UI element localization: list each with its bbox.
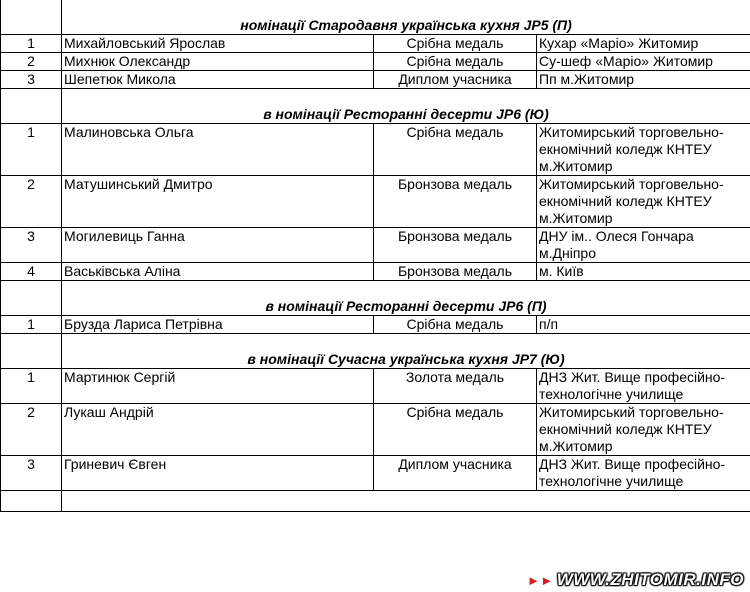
table-row-empty: [1, 491, 750, 512]
section-heading: в номінації Ресторанні десерти JP6 (П): [62, 281, 750, 316]
site-watermark: ►► WWW.ZHITOMIR.INFO: [526, 570, 744, 589]
table-row: [1, 176, 750, 228]
row-number: 3: [1, 71, 62, 89]
section-heading: номінації Стародавня українська кухня JP5 (П): [62, 0, 750, 35]
section-heading: в номінації Ресторанні десерти JP6 (Ю): [62, 89, 750, 124]
participant-name: Матушинський Дмитро: [62, 176, 374, 228]
award: Диплом учасника: [374, 456, 537, 491]
row-number: 4: [1, 263, 62, 281]
participant-name: Михайловський Ярослав: [62, 35, 374, 53]
row-number: 2: [1, 176, 62, 228]
award: Срібна медаль: [374, 124, 537, 176]
table-row: [1, 53, 750, 71]
institution: Житомирський торговельно-екномічний коледж КНТЕУ м.Житомир: [537, 124, 750, 176]
row-number: 3: [1, 228, 62, 263]
section-heading-row: [1, 89, 750, 124]
table-row: [1, 124, 750, 176]
section-heading: в номінації Сучасна українська кухня JP7 (Ю): [62, 334, 750, 369]
participant-name: Михнюк Олександр: [62, 53, 374, 71]
row-number: 1: [1, 35, 62, 53]
arrow-icon: ►►: [526, 573, 554, 588]
table-row: [1, 404, 750, 456]
section-heading-row: [1, 0, 750, 35]
award: Бронзова медаль: [374, 263, 537, 281]
institution: Су-шеф «Маріо» Житомир: [537, 53, 750, 71]
participant-name: Малиновська Ольга: [62, 124, 374, 176]
institution: п/п: [537, 316, 750, 334]
row-number: 1: [1, 316, 62, 334]
award: Срібна медаль: [374, 53, 537, 71]
participant-name: Мартинюк Сергій: [62, 369, 374, 404]
institution: Житомирський торговельно-екномічний коледж КНТЕУ м.Житомир: [537, 404, 750, 456]
participant-name: Васьківська Аліна: [62, 263, 374, 281]
row-number: 2: [1, 53, 62, 71]
award: Срібна медаль: [374, 316, 537, 334]
award: Бронзова медаль: [374, 176, 537, 228]
institution: ДНЗ Жит. Вище професійно-технологічне училище: [537, 369, 750, 404]
award: Золота медаль: [374, 369, 537, 404]
table-row: [1, 456, 750, 491]
row-number: 3: [1, 456, 62, 491]
section-heading-row: [1, 334, 750, 369]
table-row: [1, 369, 750, 404]
table-row: [1, 263, 750, 281]
institution: Пп м.Житомир: [537, 71, 750, 89]
participant-name: Лукаш Андрій: [62, 404, 374, 456]
table-row: [1, 35, 750, 53]
institution: ДНЗ Жит. Вище професійно-технологічне училище: [537, 456, 750, 491]
award: Диплом учасника: [374, 71, 537, 89]
participant-name: Брузда Лариса Петрівна: [62, 316, 374, 334]
award: Срібна медаль: [374, 404, 537, 456]
participant-name: Шепетюк Микола: [62, 71, 374, 89]
row-number: 1: [1, 124, 62, 176]
award: Срібна медаль: [374, 35, 537, 53]
institution: м. Київ: [537, 263, 750, 281]
table-row: [1, 228, 750, 263]
table-row: [1, 316, 750, 334]
row-number: 1: [1, 369, 62, 404]
participant-name: Могилевиць Ганна: [62, 228, 374, 263]
institution: ДНУ ім.. Олеся Гончара м.Дніпро: [537, 228, 750, 263]
table-row: [1, 71, 750, 89]
institution: Житомирський торговельно-екномічний коледж КНТЕУ м.Житомир: [537, 176, 750, 228]
section-heading-row: [1, 281, 750, 316]
participant-name: Гриневич Євген: [62, 456, 374, 491]
row-number: 2: [1, 404, 62, 456]
award: Бронзова медаль: [374, 228, 537, 263]
institution: Кухар «Маріо» Житомир: [537, 35, 750, 53]
